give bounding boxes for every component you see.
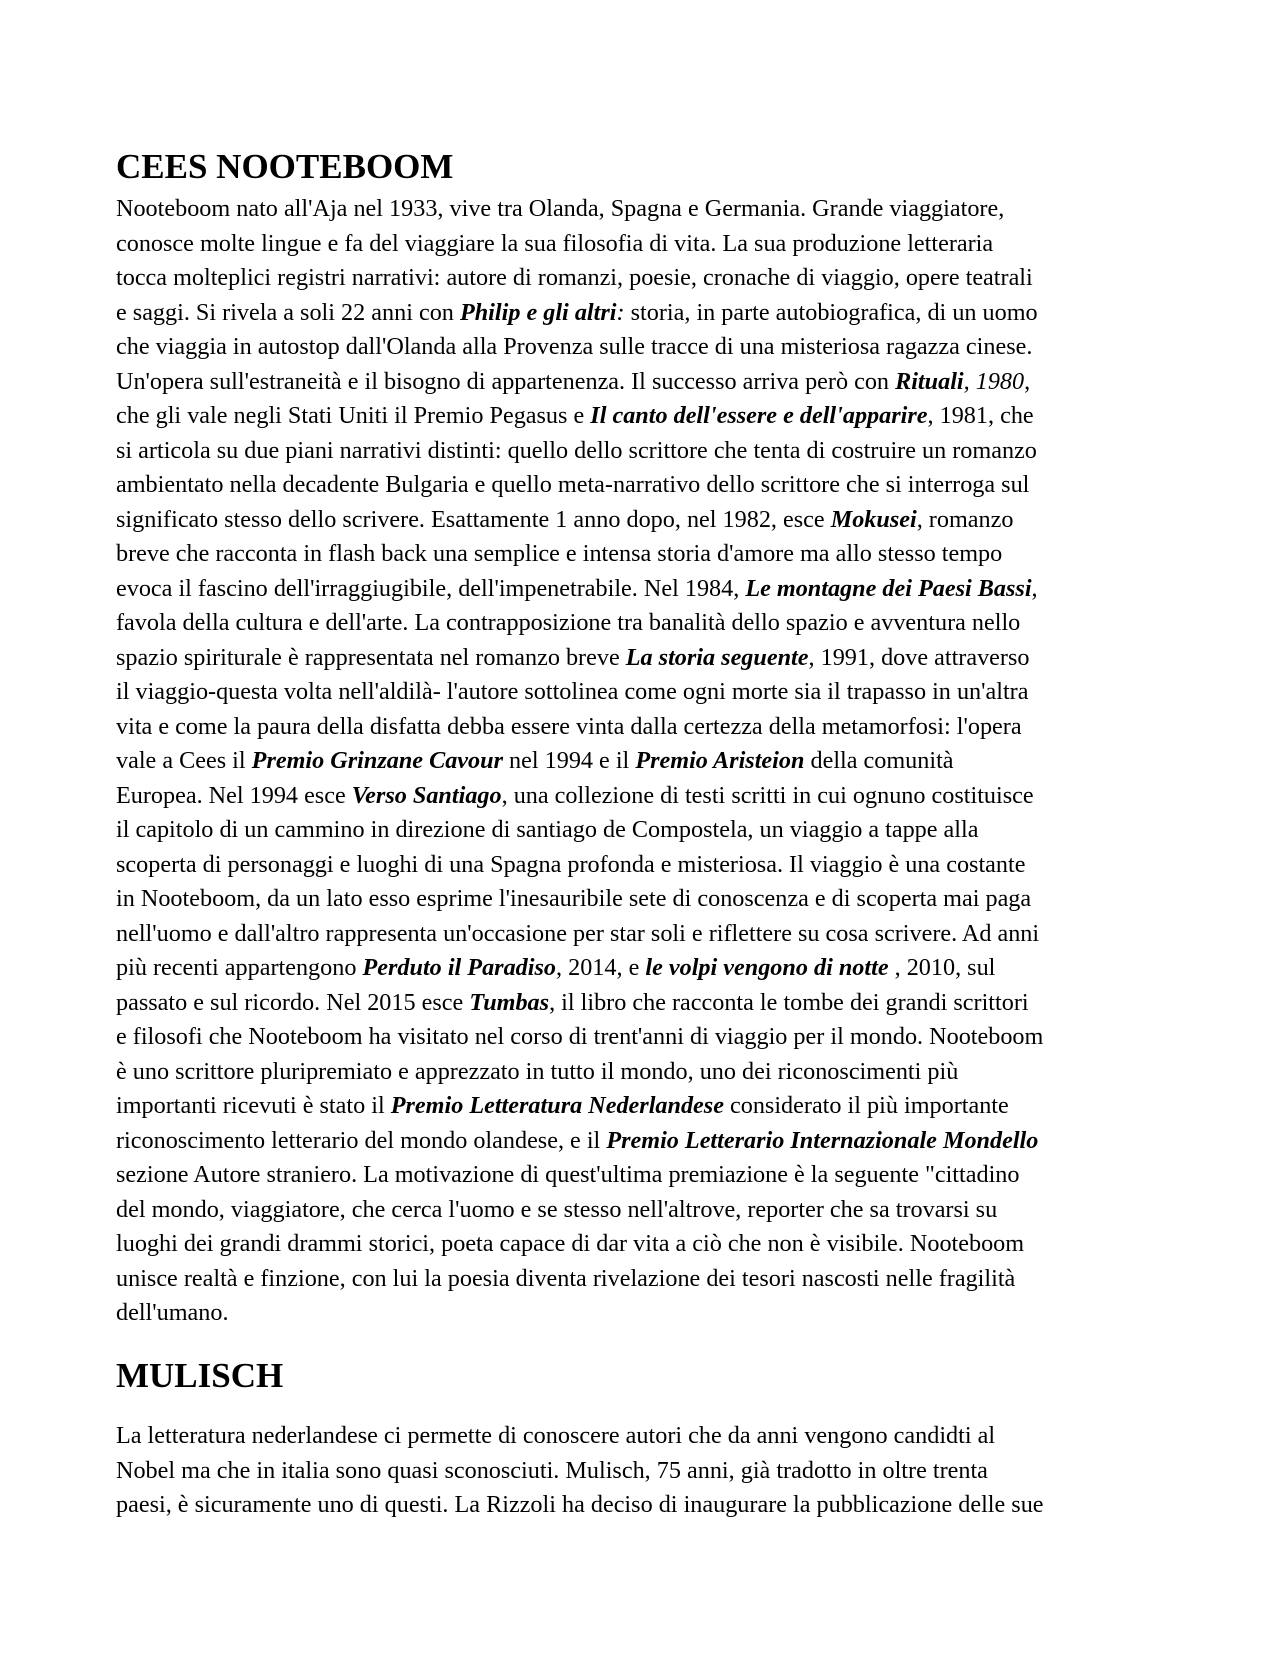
text-line [116, 1419, 1176, 1454]
text-line [116, 1193, 1176, 1228]
book-title: Premio Grinzane Cavour [251, 747, 503, 774]
text-run: vita e come la paura della disfatta debba essere vinta dalla certezza della metamorfosi: l'opera [116, 712, 1022, 740]
book-title: Le montagne dei Paesi Bassi [745, 574, 1032, 602]
text-line [116, 503, 1176, 538]
book-title: le volpi vengono di notte [645, 954, 889, 981]
text-line [116, 227, 1176, 262]
text-line [116, 572, 1176, 607]
paragraph-mulisch [116, 1419, 1176, 1523]
text-line [116, 710, 1176, 745]
text-line [116, 1488, 1176, 1523]
text-line [116, 606, 1176, 641]
text-run: dell'umano. [116, 1299, 229, 1326]
book-title: Il canto dell'essere e dell'apparire [590, 402, 928, 429]
text-line [116, 1262, 1176, 1297]
text-line [116, 1089, 1176, 1124]
text-line [116, 330, 1176, 365]
text-run: conosce molte lingue e fa del viaggiare la sua filosofia di vita. La sua produzione letteraria [116, 229, 994, 257]
text-run: il capitolo di un cammino in direzione di santiago de Compostela, un viaggio a tappe alla [116, 816, 979, 843]
section-title-nooteboom: CEES NOOTEBOOM [116, 147, 454, 186]
text-line [116, 1296, 1176, 1331]
text-line [116, 641, 1176, 676]
book-title: Premio Letteratura Nederlandese [390, 1092, 724, 1119]
text-run: Un'opera sull'estraneità e il bisogno di appartenenza. Il successo arriva però con [116, 367, 896, 395]
text-run: sezione Autore straniero. La motivazione di quest'ultima premiazione è la seguente "cittadino [116, 1161, 1020, 1188]
book-title: Premio Letterario Internazionale Mondello [606, 1126, 1039, 1154]
text-line [116, 675, 1176, 710]
text-line [116, 882, 1176, 917]
text-run: , [1024, 367, 1031, 395]
book-title: Tumbas [469, 988, 550, 1016]
text-run: evoca il fascino dell'irraggiugibile, dell'impenetrabile. Nel 1984, [116, 574, 746, 602]
text-run: ambientato nella decadente Bulgaria e quello meta-narrativo dello scrittore che si interroga sul [116, 471, 1030, 498]
text-line [116, 537, 1176, 572]
text-line [116, 1158, 1176, 1193]
book-title: La storia seguente [625, 643, 809, 671]
text-line [116, 261, 1176, 296]
text-line [116, 365, 1176, 400]
text-run: tocca molteplici registri narrativi: autore di romanzi, poesie, cronache di viaggio, opere teatrali [116, 264, 1033, 291]
text-run: , 1980 [963, 367, 1025, 395]
text-line [116, 1124, 1176, 1159]
text-run: Nooteboom nato all'Aja nel 1933, vive tra Olanda, Spagna e Germania. Grande viaggiatore, [116, 195, 1005, 222]
text-run: breve che racconta in flash back una semplice e intensa storia d'amore ma allo stesso tempo [116, 540, 1003, 567]
text-run: nell'uomo e dall'altro rappresenta un'occasione per star soli e riflettere su cosa scrivere. Ad anni [116, 919, 1040, 947]
text-run: spazio spiriturale è rappresentata nel romanzo breve [116, 643, 626, 671]
book-title: Perduto il Paradiso [362, 954, 556, 981]
text-run: vale a Cees il [116, 747, 252, 774]
paragraph-nooteboom [116, 192, 1176, 1331]
text-line [116, 744, 1176, 779]
text-run: significato stesso dello scrivere. Esattamente 1 anno dopo, nel 1982, esce [116, 505, 831, 533]
text-run: scoperta di personaggi e luoghi di una Spagna profonda e misteriosa. Il viaggio è una costante [116, 850, 1026, 878]
text-run: unisce realtà e finzione, con lui la poesia diventa rivelazione dei tesori nascosti nelle fragilità [116, 1264, 1016, 1292]
text-run: del mondo, viaggiatore, che cerca l'uomo e se stesso nell'altrove, reporter che sa trovarsi su [116, 1195, 998, 1223]
text-line [116, 848, 1176, 883]
text-line [116, 468, 1176, 503]
book-title: Verso Santiago [351, 781, 502, 809]
text-run: passato e sul ricordo. Nel 2015 esce [116, 988, 470, 1016]
text-run: , 2014, e [556, 954, 646, 981]
text-line [116, 434, 1176, 469]
text-run: più recenti appartengono [116, 954, 363, 981]
text-run: nel 1994 e il [502, 747, 636, 774]
text-line [116, 399, 1176, 434]
text-run: paesi, è sicuramente uno di questi. La Rizzoli ha deciso di inaugurare la pubblicazione delle sue [116, 1491, 1044, 1518]
text-run: storia, in parte autobiografica, di un uomo [624, 298, 1038, 326]
text-run: luoghi dei grandi drammi storici, poeta capace di dar vita a ciò che non è visibile. Nooteboom [116, 1230, 1025, 1257]
text-run: , [1031, 574, 1038, 602]
text-run: Europea. Nel 1994 esce [116, 781, 352, 809]
text-run: che viaggia in autostop dall'Olanda alla Provenza sulle tracce di una misteriosa ragazza cinese. [116, 333, 1033, 360]
text-run: e saggi. Si rivela a soli 22 anni con [116, 298, 460, 326]
text-run: importanti ricevuti è stato il [116, 1092, 391, 1119]
text-run: , 2010, sul [888, 954, 996, 981]
text-run: , 1981, che [927, 402, 1034, 429]
text-run: che gli vale negli Stati Uniti il Premio Pegasus e [116, 402, 591, 429]
text-run: , romanzo [916, 505, 1014, 533]
book-title: Philip e gli altri [459, 298, 617, 326]
text-run: La letteratura nederlandese ci permette di conoscere autori che da anni vengono candidti al [116, 1422, 996, 1449]
text-run: si articola su due piani narrativi distinti: quello dello scrittore che tenta di costruire un romanzo [116, 436, 1037, 464]
text-run: è uno scrittore pluripremiato e apprezzato in tutto il mondo, uno dei riconoscimenti più [116, 1057, 959, 1085]
text-run: , 1991, dove attraverso [808, 643, 1030, 671]
text-line [116, 813, 1176, 848]
text-run: in Nooteboom, da un lato esso esprime l'inesauribile sete di conoscenza e di scoperta mai paga [116, 885, 1032, 912]
text-run: , una collezione di testi scritti in cui ognuno costituisce [501, 781, 1034, 809]
text-run: il viaggio-questa volta nell'aldilà- l'autore sottolinea come ogni morte sia il trapasso in un'altra [116, 678, 1029, 705]
text-run: della comunità [804, 747, 954, 774]
text-line [116, 192, 1176, 227]
text-line [116, 779, 1176, 814]
text-line [116, 1055, 1176, 1090]
text-run: , il libro che racconta le tombe dei grandi scrittori [549, 988, 1029, 1016]
text-line [116, 1454, 1176, 1489]
text-run: considerato il più importante [723, 1092, 1009, 1119]
text-line [116, 296, 1176, 331]
section-title-mulisch: MULISCH [116, 1356, 284, 1395]
text-line [116, 1227, 1176, 1262]
text-run: e filosofi che Nooteboom ha visitato nel corso di trent'anni di viaggio per il mondo. Nooteboom [116, 1023, 1044, 1050]
book-title: Mokusei [830, 505, 917, 533]
book-title: Rituali [895, 367, 964, 395]
text-line [116, 917, 1176, 952]
book-title: Premio Aristeion [635, 747, 805, 774]
text-run: favola della cultura e dell'arte. La contrapposizione tra banalità dello spazio e avventura nello [116, 609, 1021, 636]
text-line [116, 1020, 1176, 1055]
text-line [116, 951, 1176, 986]
text-run: riconoscimento letterario del mondo olandese, e il [116, 1126, 607, 1154]
text-line [116, 986, 1176, 1021]
text-run: : [616, 298, 625, 326]
text-run: Nobel ma che in italia sono quasi sconosciuti. Mulisch, 75 anni, già tradotto in oltre trenta [116, 1456, 988, 1484]
